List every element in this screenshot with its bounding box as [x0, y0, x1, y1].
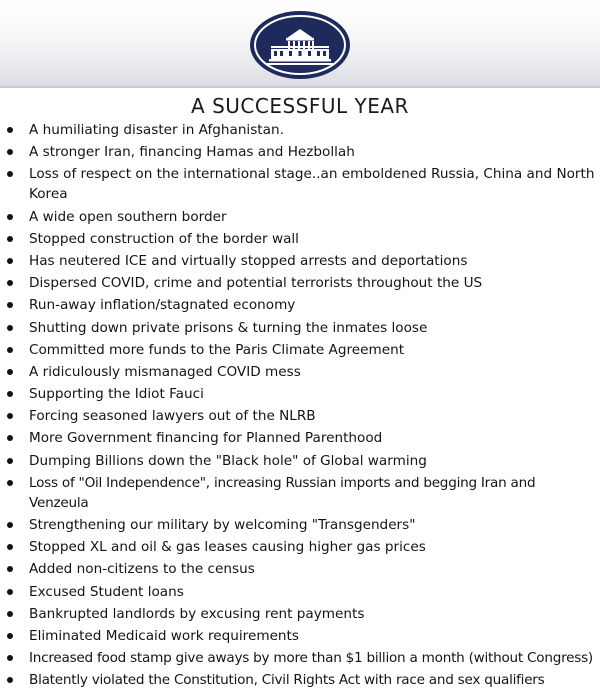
list-item-text: Increased food stamp give aways by more than $1 billion a month (without Congress) [29, 650, 593, 667]
list-item [0, 537, 600, 557]
bullet-icon [7, 522, 13, 528]
bullet-icon [7, 369, 13, 375]
list-item-text: Dispersed COVID, crime and potential terrorists throughout the US [29, 275, 483, 292]
bullet-icon [7, 589, 13, 595]
list-item [0, 473, 600, 513]
list-item [0, 406, 600, 426]
bullet-icon [7, 435, 13, 441]
bullet-icon [7, 236, 13, 242]
list-item-text: Blatently violated the Constitution, Civil Rights Act with race and sex qualifiers [29, 672, 545, 689]
bullet-icon [7, 325, 13, 331]
bullet-icon [7, 149, 13, 155]
list-item [0, 626, 600, 646]
list-item-text: Supporting the Idiot Fauci [29, 386, 204, 403]
list-item-text: Forcing seasoned lawyers out of the NLRB [29, 408, 316, 425]
list-item-text: Added non-citizens to the census [29, 561, 255, 578]
list-item-text: Eliminated Medicaid work requirements [29, 627, 299, 644]
list-item [0, 670, 600, 690]
list-item-text: Has neutered ICE and virtually stopped arrests and deportations [29, 252, 468, 269]
list-item-text: A humiliating disaster in Afghanistan. [29, 122, 284, 138]
list-item [0, 251, 600, 271]
bullet-icon [7, 347, 13, 353]
list-item [0, 120, 600, 140]
list-item-text: Committed more funds to the Paris Climate Agreement [29, 341, 405, 358]
header-banner [0, 0, 600, 86]
list-item [0, 582, 600, 602]
list-item-text: Run-away inflation/stagnated economy [29, 297, 296, 314]
list-item-text: A wide open southern border [29, 208, 227, 225]
list-item [0, 295, 600, 315]
bullet-icon [7, 171, 13, 177]
bullet-icon [7, 391, 13, 397]
bullet-icon [7, 413, 13, 419]
list-item-text: Stopped XL and oil & gas leases causing higher gas prices [29, 539, 426, 556]
bullet-icon [7, 214, 13, 220]
list-item-text: Stopped construction of the border wall [29, 230, 299, 247]
list-item [0, 229, 600, 249]
white-house-seal-icon [249, 10, 351, 80]
list-item [0, 340, 600, 360]
bullet-icon [7, 655, 13, 661]
list-item [0, 515, 600, 535]
list-item-text: A stronger Iran, financing Hamas and Hezbollah [29, 144, 355, 161]
bullet-icon [7, 480, 13, 486]
list-item [0, 559, 600, 579]
bullet-icon [7, 677, 13, 683]
list-item-text: Loss of "Oil Independence", increasing Russian imports and begging Iran and Venzeula [29, 474, 536, 511]
bullet-icon [7, 566, 13, 572]
list-item [0, 164, 600, 204]
bullet-icon [7, 544, 13, 550]
bullet-icon [7, 458, 13, 464]
page-title: A SUCCESSFUL YEAR [191, 94, 409, 118]
list-item [0, 318, 600, 338]
bullet-icon [7, 302, 13, 308]
header-divider [0, 86, 600, 88]
list-item [0, 142, 600, 162]
list-item-text: Bankrupted landlords by excusing rent payments [29, 605, 365, 622]
list-item-text: A ridiculously mismanaged COVID mess [29, 363, 301, 380]
bullet-icon [7, 280, 13, 286]
list-item [0, 362, 600, 382]
list-item-text: Shutting down private prisons & turning the inmates loose [29, 319, 428, 336]
list-item [0, 648, 600, 668]
bullet-icon [7, 127, 13, 133]
list-item [0, 384, 600, 404]
list-item [0, 451, 600, 471]
list-item [0, 428, 600, 448]
list-item-text: Excused Student loans [29, 583, 184, 600]
bullet-icon [7, 258, 13, 264]
list-item-text: Dumping Billions down the "Black hole" of Global warming [29, 452, 427, 469]
list-item [0, 273, 600, 293]
bullet-icon [7, 633, 13, 639]
list-item-text: Strengthening our military by welcoming "Transgenders" [29, 517, 416, 533]
bullet-icon [7, 611, 13, 617]
list-item-text: More Government financing for Planned Parenthood [29, 430, 383, 447]
list-item [0, 604, 600, 624]
list-item-text: Loss of respect on the international stage..an emboldened Russia, China and North Korea [29, 166, 595, 203]
list-item [0, 207, 600, 227]
accomplishment-list [0, 120, 600, 693]
